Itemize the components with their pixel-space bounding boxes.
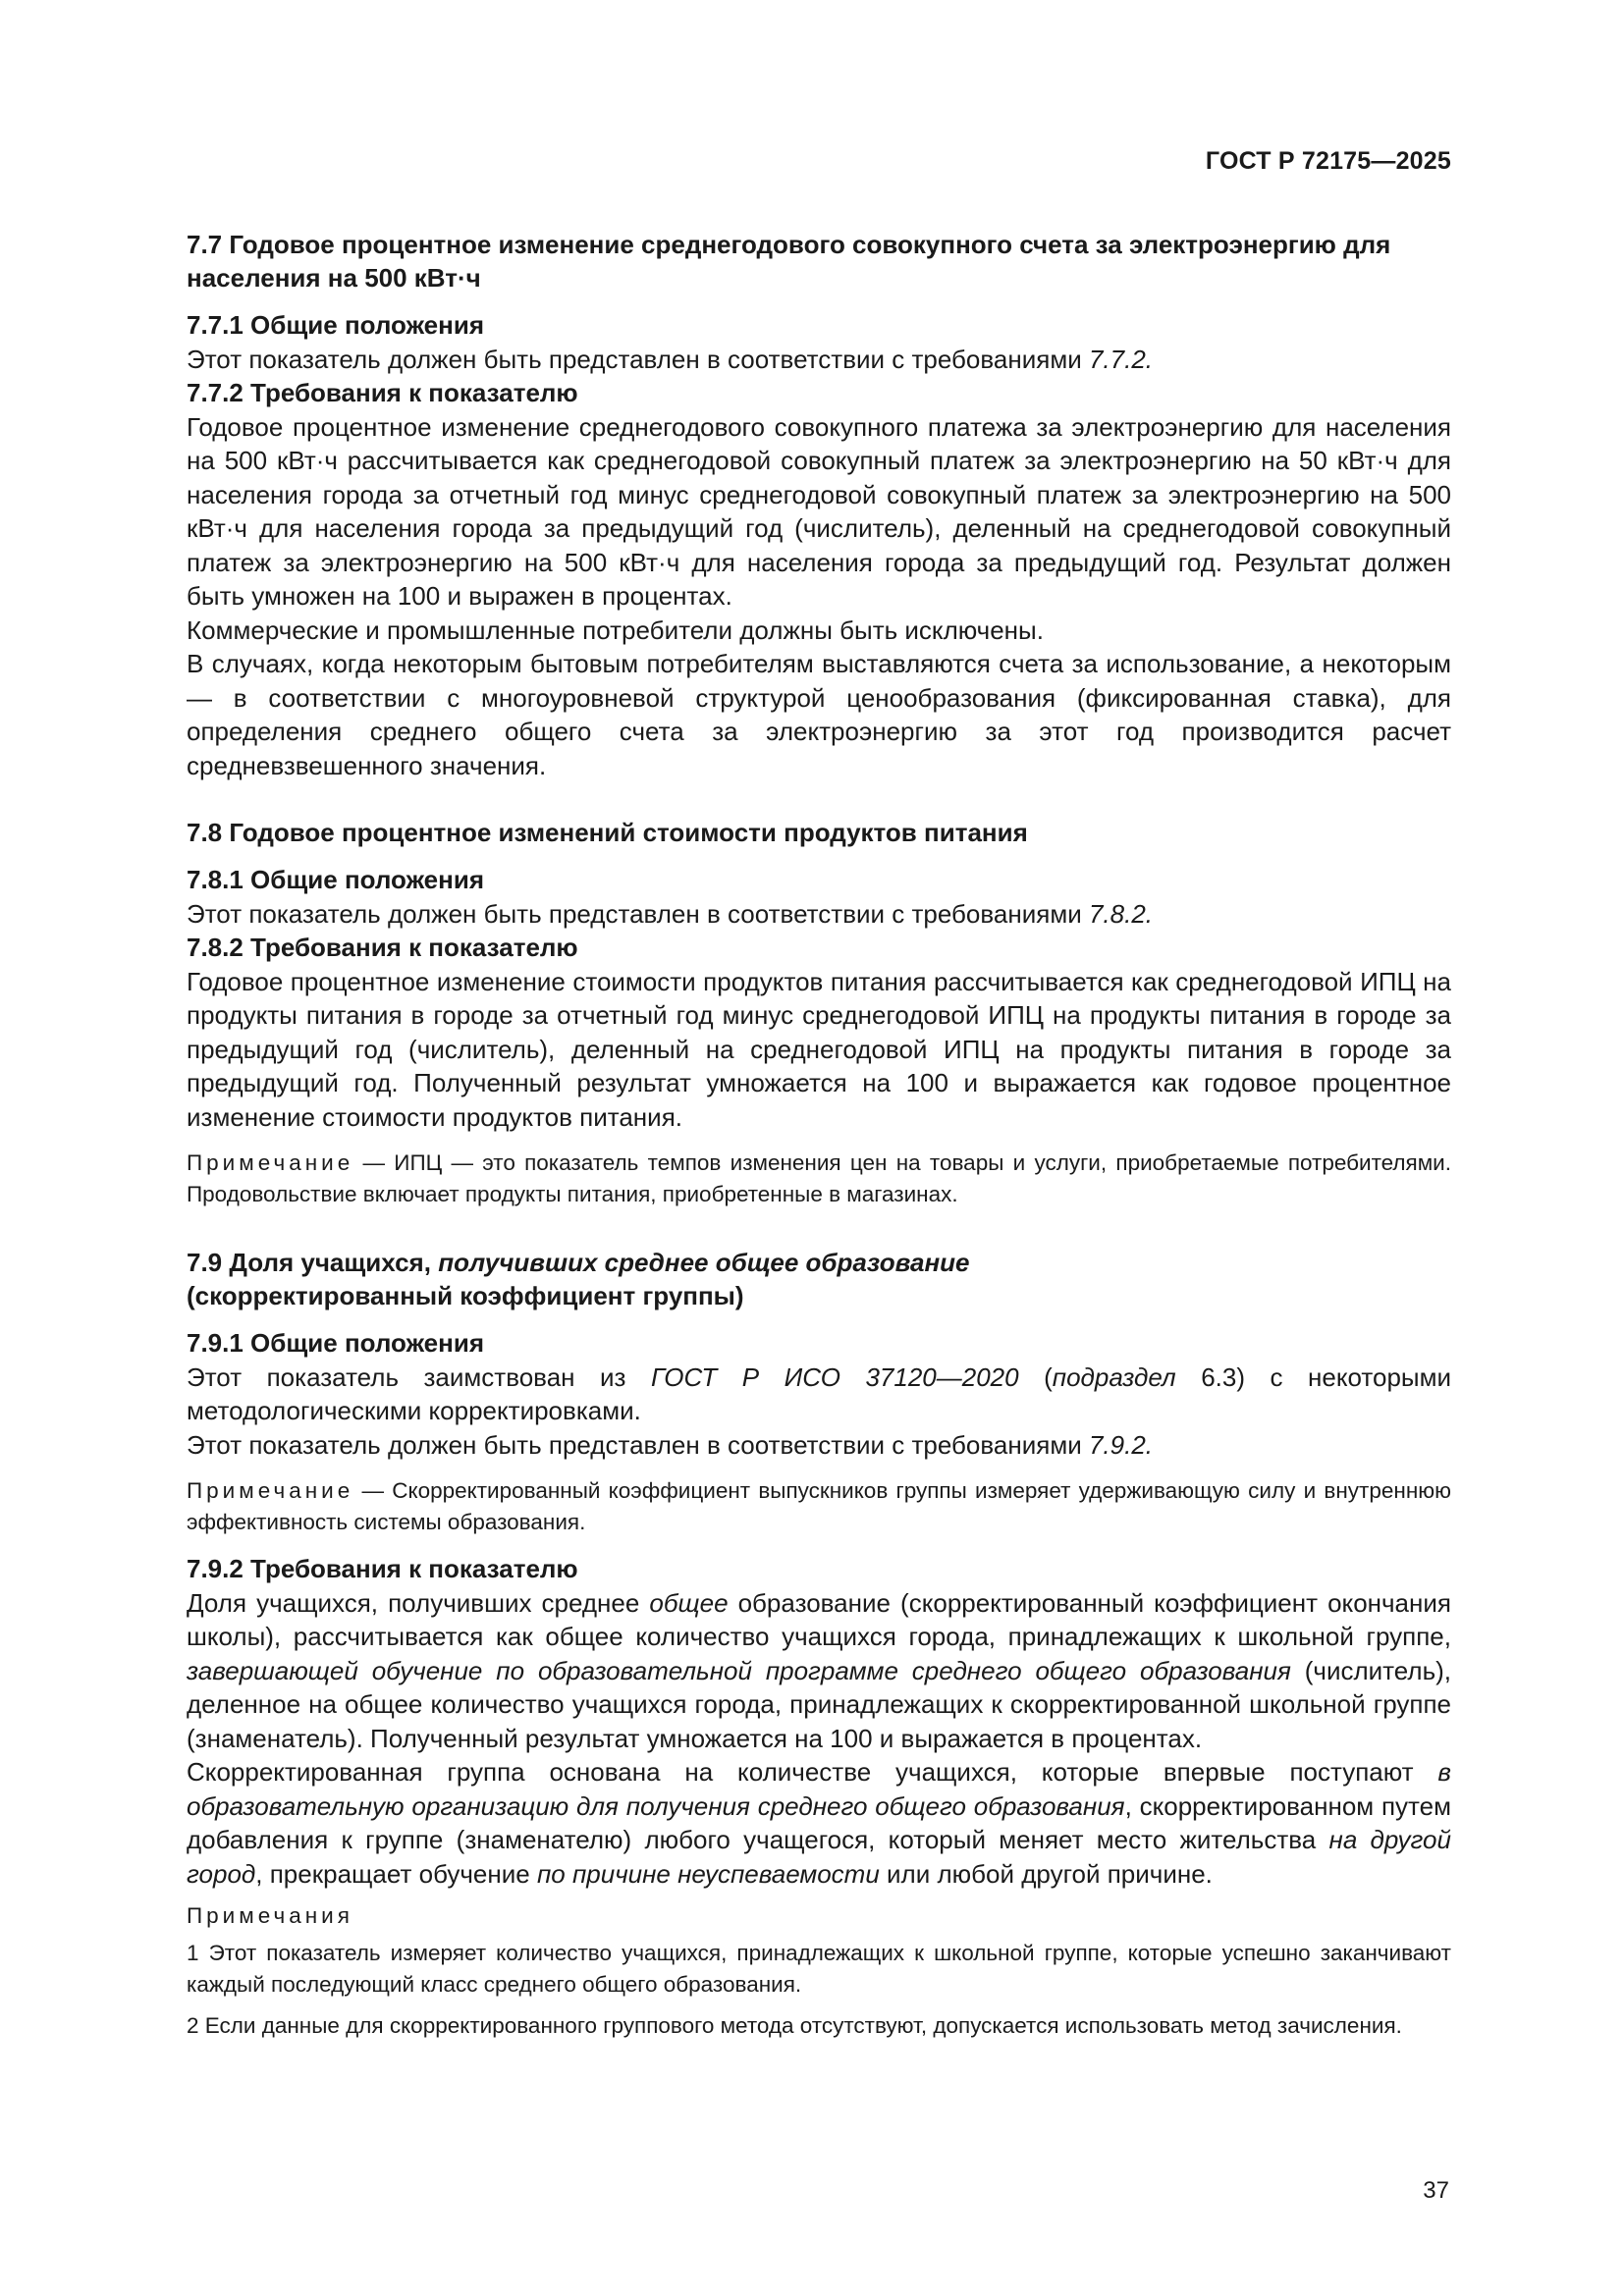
section-7-7-1-ref: 7.7.2. [1088,344,1154,374]
text-run: 6.3) с некоторыми методологическими корректировками. [187,1362,1452,1425]
section-7-8-1-title: 7.8.1 Общие положения [187,865,484,894]
text-run: Этот показатель заимствован из [187,1362,651,1392]
section-7-9-1-paragraph-2 [187,1428,1451,1463]
section-7-7-2-paragraph-3: В случаях, когда некоторым бытовым потребителям выставляются счета за использование, а некоторым — в соответствии с многоуровневой структурой ценообразования (фиксированная ставка), для определения среднего общего счета за электроэнергию за этот год производится расчет средневзвешенного значения. [187,649,1451,780]
section-7-9-1-ref: 7.9.2. [1088,1429,1154,1460]
text-run-italic: подраздел [1052,1362,1176,1392]
section-7-9-2-paragraph-1 [187,1586,1451,1756]
section-7-9-1-title: 7.9.1 Общие положения [187,1328,484,1358]
text-run: или любой другой причине. [879,1858,1213,1889]
section-7-7-title: 7.7 Годовое процентное изменение среднегодового совокупного счета за электроэнергию для населения на 500 кВт·ч [187,230,1391,293]
note-2: 2 Если данные для скорректированного группового метода отсутствуют, допускается использовать метод зачисления. [187,2013,1402,2038]
section-7-9-title-part-c: (скорректированный коэффициент группы) [187,1281,744,1310]
notes-label: Примечания [187,1903,353,1928]
section-7-9-2-title: 7.9.2 Требования к показателю [187,1554,578,1583]
section-7-9-title [187,1246,1451,1312]
section-7-9-title-part-a: 7.9 Доля учащихся, [187,1248,439,1277]
section-7-9-1-body: Этот показатель должен быть представлен в соответствии с требованиями [187,1429,1082,1460]
text-run-italic: общее [649,1587,729,1618]
section-7-9-title-part-b: получивших среднее общее образование [438,1248,970,1277]
section-7-8-1-body: Этот показатель должен быть представлен в соответствии с требованиями [187,898,1082,929]
section-7-7-2-title: 7.7.2 Требования к показателю [187,378,578,407]
section-7-8-2-title: 7.8.2 Требования к показателю [187,933,578,962]
section-7-7-2-paragraph-1: Годовое процентное изменение среднегодового совокупного платежа за электроэнергию для населения на 500 кВт·ч рассчитывается как среднегодовой совокупный платеж за электроэнергию на 50 кВт·ч для населения города за отчетный год минус среднегодовой совокупный платеж за электроэнергию на 500 кВт·ч для населения города за предыдущий год (числитель), деленный на среднегодовой совокупный платеж за электроэнергию на 500 кВт·ч для населения города за предыдущий год. Результат должен быть умножен на 100 и выражен в процентах. [187,411,1451,611]
section-7-9-note [187,1475,1451,1538]
note-label: Примечание [187,1150,354,1175]
section-7-7-2-paragraph-2: Коммерческие и промышленные потребители должны быть исключены. [187,614,1044,645]
note-label: Примечание [187,1478,354,1503]
section-7-7-1-body: Этот показатель должен быть представлен в соответствии с требованиями [187,344,1082,374]
section-7-8-2-paragraph-1: Годовое процентное изменение стоимости продуктов питания рассчитывается как среднегодовой ИПЦ на продукты питания в городе за отчетный год минус среднегодовой ИПЦ на продукты питания в городе за предыдущий год (числитель), деленный на среднегодовой ИПЦ на продукты питания в городе за предыдущий год. Полученный результат умножается на 100 и выражается как годовое процентное изменение стоимости продуктов питания. [187,966,1451,1132]
section-7-9-1-paragraph-1 [187,1361,1451,1428]
document-body [187,228,1451,2042]
section-7-8-1-ref: 7.8.2. [1088,898,1154,929]
text-run: образование (скорректированный коэффициент окончания школы), рассчитывается как общее количество учащихся города, принадлежащих к школьной группе, [187,1587,1451,1651]
text-run: Доля учащихся, получивших среднее [187,1587,650,1618]
text-run-italic: в образовательную организацию для получения среднего общего образования [187,1757,1451,1821]
text-run: , скорректированном путем добавления к группе (знаменателю) любого учащегося, который меняет место жительства [187,1790,1451,1854]
note-text: — Скорректированный коэффициент выпускников группы измеряет удерживающую силу и внутреннюю эффективность системы образования. [187,1478,1451,1534]
section-7-8-note [187,1148,1451,1210]
text-run: ( [1018,1362,1053,1392]
note-text: — ИПЦ — это показатель темпов изменения цен на товары и услуги, приобретаемые потребителями. Продовольствие включает продукты питания, приобретенные в магазинах. [187,1150,1451,1206]
section-7-7-1-text [187,343,1451,377]
standard-ref: ГОСТ Р ИСО 37120—2020 [650,1362,1019,1392]
section-7-7-1-title: 7.7.1 Общие положения [187,310,484,340]
note-1: 1 Этот показатель измеряет количество учащихся, принадлежащих к школьной группе, которые успешно заканчивают каждый последующий класс среднего общего образования. [187,1941,1451,1997]
page-number: 37 [1423,2177,1449,2204]
text-run-italic: завершающей обучение по образовательной программе среднего общего образования [187,1655,1291,1685]
text-run: , прекращает обучение [255,1858,537,1889]
text-run-italic: на другой город [187,1825,1451,1889]
section-7-8-title: 7.8 Годовое процентное изменений стоимости продуктов питания [187,818,1028,847]
text-run: (числитель), деленное на общее количество учащихся города, принадлежащих к скорректированной школьной группе (знаменатель). Полученный результат умножается на 100 и выражается в процентах. [187,1655,1451,1753]
document-id-header: ГОСТ Р 72175—2025 [1205,147,1451,175]
text-run: Скорректированная группа основана на количестве учащихся, которые впервые поступают [187,1757,1438,1787]
section-7-9-2-paragraph-2 [187,1755,1451,1891]
section-7-8-1-text [187,897,1451,932]
text-run-italic: по причине неуспеваемости [536,1858,880,1889]
